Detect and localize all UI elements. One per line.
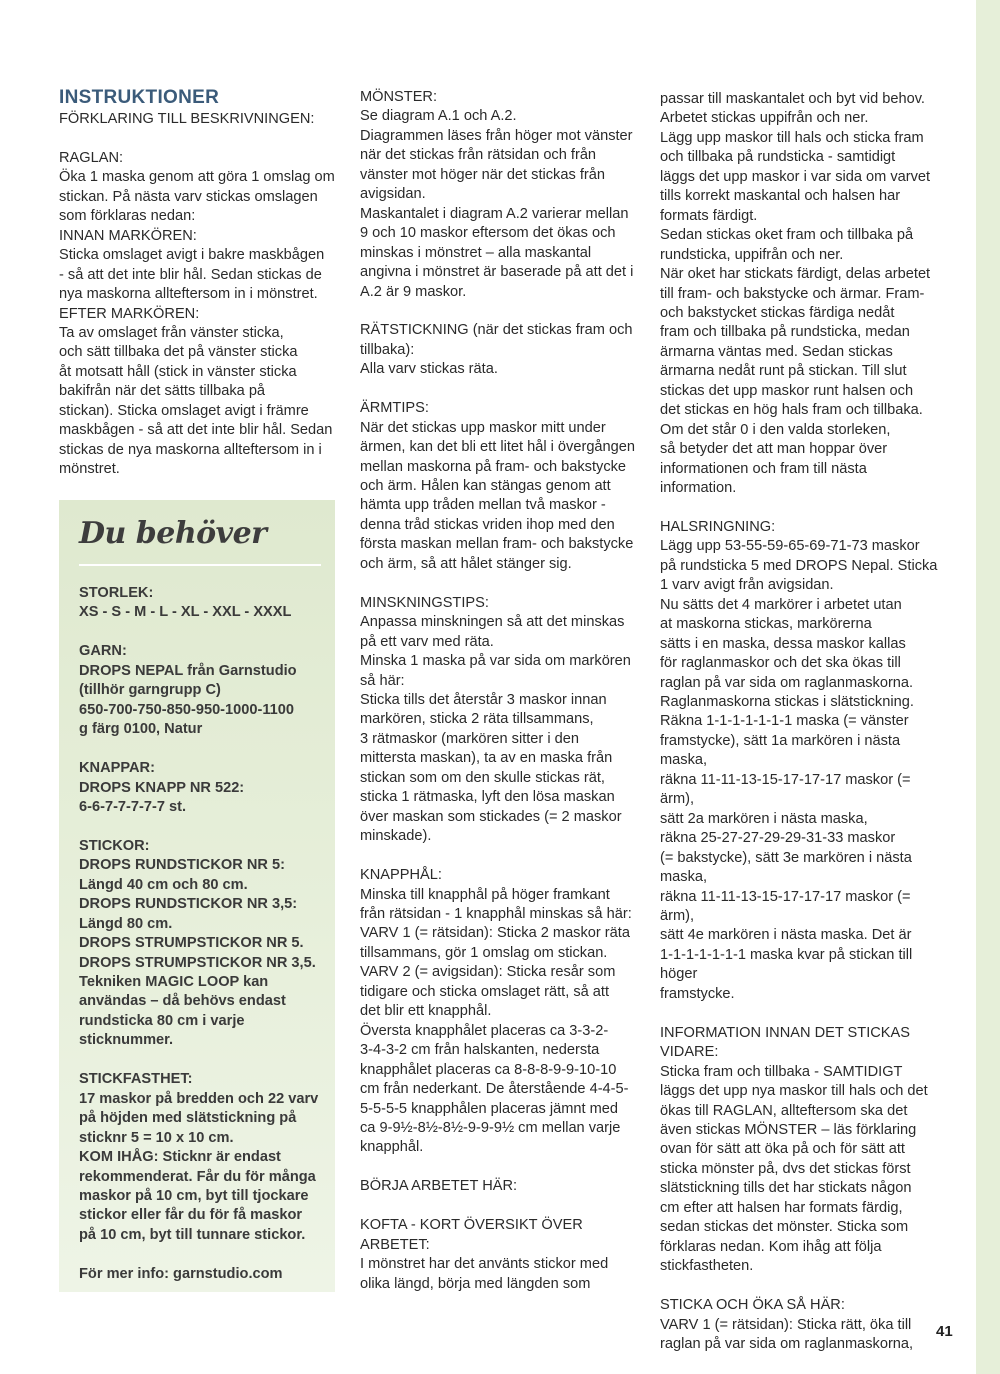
text-line: som förklaras nedan:	[59, 208, 196, 225]
blank-line	[360, 302, 640, 321]
text-line: VARV 2 (= avigsidan): Sticka resår som	[360, 964, 616, 981]
text-line: olika längd, börja med längden som	[360, 1275, 591, 1292]
text-line: KOFTA - KORT ÖVERSIKT ÖVER	[360, 1217, 583, 1234]
text-line: över maskan som stickades (= 2 maskor	[360, 808, 622, 825]
text-line: på rundsticka 5 med DROPS Nepal. Sticka	[660, 557, 938, 574]
text-line: mittersta maskan), ta av en maska från	[360, 750, 613, 767]
text-line: Diagrammen läses från höger mot vänster	[360, 127, 633, 144]
materials-line: stickor eller får du för få maskor	[79, 1207, 303, 1224]
text-line: maska,	[660, 869, 708, 886]
text-line: ökas till RAGLAN, allteftersom ska det	[660, 1102, 908, 1119]
text-line: sticka mönster på, dvs det stickas först	[660, 1160, 911, 1177]
text-line: sätt 2a markören i nästa maska,	[660, 810, 868, 827]
text-line: Minska 1 maska på var sida om markören	[360, 653, 631, 670]
text-line: denna tråd stickas vriden ihop med den	[360, 516, 615, 533]
text-line: läggs det upp nya maskor till hals och det	[660, 1083, 928, 1100]
text-line: KNAPPHÅL:	[360, 867, 442, 884]
instructions-text	[59, 110, 335, 480]
text-line: ovan för sätt att öka på och för sätt att	[660, 1141, 905, 1158]
blank-line	[360, 574, 640, 593]
materials-line: sticknr 5 = 10 x 10 cm.	[79, 1129, 234, 1146]
materials-line: KOM IHÅG: Sticknr är endast	[79, 1149, 281, 1166]
blank-line	[360, 1197, 640, 1216]
instructions-heading: INSTRUKTIONER	[59, 87, 220, 108]
text-line: slätstickning tills det har stickats någon	[660, 1180, 912, 1197]
text-line: räkna 25-27-27-29-29-31-33 maskor	[660, 830, 896, 847]
text-line: ARBETET:	[360, 1236, 430, 1253]
text-line: INNAN MARKÖREN:	[59, 227, 197, 244]
text-line: framstycke.	[660, 985, 735, 1002]
text-line: när det stickas från rätsidan och från	[360, 147, 597, 164]
text-line: tillsammans, gör 1 omslag om stickan.	[360, 944, 608, 961]
text-line: minskas i mönstret – alla maskantal	[360, 244, 592, 261]
text-line: informationen och fram till nästa	[660, 460, 867, 477]
text-line: Raglanmaskorna stickas i slätstickning.	[660, 694, 914, 711]
blank-line	[79, 1051, 323, 1070]
text-line: VARV 1 (= rätsidan): Sticka 2 maskor räta	[360, 925, 630, 942]
text-line: tillbaka):	[360, 341, 415, 358]
text-line: ärmarna nedåt runt på stickan. Till slut	[660, 363, 907, 380]
text-line: 5-5-5-5 knapphålen placeras jämnt med	[360, 1100, 618, 1117]
text-line: rundsticka, uppifrån och ner.	[660, 246, 844, 263]
materials-line: DROPS KNAPP NR 522:	[79, 779, 245, 796]
text-line: till fram- och bakstycke och ärmar. Fram-	[660, 285, 925, 302]
text-line: och bakstycket stickas färdiga nedåt	[660, 304, 895, 321]
materials-line: maskor på 10 cm, byt till tjockare	[79, 1187, 309, 1204]
text-line: stickas det upp maskor runt halsen och	[660, 382, 914, 399]
materials-line: 6-6-7-7-7-7-7 st.	[79, 798, 187, 815]
materials-line: g färg 0100, Natur	[79, 721, 203, 738]
text-line: Översta knapphålet placeras ca 3-3-2-	[360, 1022, 609, 1039]
text-line: STICKA OCH ÖKA SÅ HÄR:	[660, 1297, 845, 1314]
pattern-column-middle	[360, 88, 640, 1294]
text-line: raglan på var sida om raglanmaskorna,	[660, 1335, 914, 1352]
materials-line: rundsticka 80 cm i varje	[79, 1012, 245, 1029]
text-line: (= bakstycke), sätt 3e markören i nästa	[660, 849, 912, 866]
text-line: knapphålet placeras ca 8-8-8-9-9-10-10	[360, 1061, 617, 1078]
text-line: RÄTSTICKNING (när det stickas fram och	[360, 322, 633, 339]
text-line: Minska till knapphål på höger framkant	[360, 886, 610, 903]
text-line: HALSRINGNING:	[660, 518, 776, 535]
blank-line	[79, 740, 323, 759]
materials-line: Längd 80 cm.	[79, 915, 173, 932]
text-line: Se diagram A.1 och A.2.	[360, 108, 517, 125]
text-line: FÖRKLARING TILL BESKRIVNINGEN:	[59, 111, 315, 127]
text-line: från rätsidan - 1 knapphål minskas så här:	[360, 905, 632, 922]
text-line: A.2 är 9 maskor.	[360, 283, 467, 300]
materials-line: DROPS STRUMPSTICKOR NR 3,5.	[79, 954, 316, 971]
materials-line: 17 maskor på bredden och 22 varv	[79, 1090, 319, 1107]
text-line: Räkna 1-1-1-1-1-1-1 maska (= vänster	[660, 713, 909, 730]
materials-line: (tillhör garngrupp C)	[79, 682, 221, 699]
materials-divider	[79, 564, 321, 566]
materials-line: DROPS RUNDSTICKOR NR 5:	[79, 857, 285, 874]
text-line: BÖRJA ARBETET HÄR:	[360, 1178, 518, 1195]
blank-line	[360, 847, 640, 866]
text-line: framstycke), sätt 1a markören i nästa	[660, 732, 901, 749]
text-line: bakifrån när det sätts tillbaka på	[59, 383, 266, 400]
text-line: räkna 11-11-13-15-17-17-17 maskor (= ärm),	[660, 771, 911, 808]
text-line: tidigare och sticka omslaget rätt, så att	[360, 983, 610, 1000]
text-line: VIDARE:	[660, 1044, 719, 1061]
text-line: formats färdigt.	[660, 207, 758, 224]
text-line: at maskorna stickas, markörerna	[660, 616, 872, 633]
pattern-column-right	[660, 90, 942, 1354]
text-line: mönstret.	[59, 461, 120, 478]
text-line: sätts i en maska, dessa maskor kallas	[660, 635, 906, 652]
materials-line: För mer info: garnstudio.com	[79, 1265, 283, 1282]
text-line: cm från nederkant. De återstående 4-4-5-	[360, 1081, 629, 1098]
text-line: MINSKNINGSTIPS:	[360, 594, 489, 611]
text-line: Sticka tills det återstår 3 maskor innan	[360, 692, 607, 708]
text-line: ca 9-9½-8½-8½-9-9-9½ cm mellan varje	[360, 1119, 621, 1136]
text-line: sticka 1 rätmaska, lyft den lösa maskan	[360, 789, 615, 806]
blank-line	[660, 1277, 942, 1296]
text-line: och sätt tillbaka det på vänster sticka	[59, 344, 298, 361]
blank-line	[79, 817, 323, 836]
text-line: mellan maskorna på fram- och bakstycke	[360, 458, 627, 475]
text-line: och ärm, så att hålet stänger sig.	[360, 555, 572, 572]
text-line: - så att det inte blir hål. Sedan stickas de	[59, 266, 322, 283]
text-line: ärmarna väntas med. Sedan stickas	[660, 343, 893, 360]
text-line: När det stickas upp maskor mitt under	[360, 419, 606, 436]
text-line: det blir ett knapphål.	[360, 1003, 492, 1020]
text-line: 3-4-3-2 cm från halskanten, nedersta	[360, 1042, 600, 1059]
text-line: även stickas MÖNSTER – läs förklaring	[660, 1121, 917, 1138]
text-line: sätt 4e markören i nästa maska. Det är	[660, 927, 912, 944]
text-line: så betyder det att man hoppar över	[660, 441, 888, 458]
blank-line	[79, 623, 323, 642]
text-line: 9 och 10 maskor eftersom det ökas och	[360, 225, 616, 242]
text-line: åt motsatt håll (stick in vänster sticka	[59, 363, 297, 380]
text-line: Anpassa minskningen så att det minskas	[360, 614, 625, 631]
instructions-column	[59, 86, 335, 480]
text-line: Arbetet stickas uppifrån och ner.	[660, 110, 869, 127]
text-line: INFORMATION INNAN DET STICKAS	[660, 1024, 911, 1041]
materials-line: 650-700-750-850-950-1000-1100	[79, 701, 295, 718]
text-line: det stickas en hög hals fram och tillbaka.	[660, 402, 923, 419]
text-line: för raglanmaskor och det ska ökas till	[660, 655, 901, 672]
text-line: ÄRMTIPS:	[360, 400, 429, 417]
materials-line: STORLEK:	[79, 585, 154, 601]
text-line: passar till maskantalet och byt vid behov.	[660, 91, 925, 107]
text-line: markören, sticka 2 räta tillsammans,	[360, 711, 594, 728]
text-line: så här:	[360, 672, 405, 689]
text-line: Lägg upp 53-55-59-65-69-71-73 maskor	[660, 538, 920, 555]
text-line: hämta upp tråden mellan två maskor -	[360, 497, 606, 514]
materials-line: rekommenderat. Får du för många	[79, 1168, 316, 1185]
text-line: Öka 1 maska genom att göra 1 omslag om	[59, 169, 335, 186]
text-line: vänster mot höger när det stickas från	[360, 166, 605, 183]
text-line: sedan stickas det mönster. Sticka som	[660, 1219, 909, 1236]
text-line: VARV 1 (= rätsidan): Sticka rätt, öka till	[660, 1316, 912, 1333]
blank-line	[660, 1004, 942, 1023]
text-line: räkna 11-11-13-15-17-17-17 maskor (= ärm),	[660, 888, 911, 925]
materials-line: GARN:	[79, 643, 127, 660]
text-line: och ärm. Hålen kan stängas genom att	[360, 478, 611, 495]
page-number: 41	[936, 1323, 953, 1340]
text-line: maskbågen - så att det inte blir hål. Sedan	[59, 422, 333, 439]
text-line: Lägg upp maskor till hals och sticka fram	[660, 129, 924, 146]
materials-title: Du behöver	[79, 516, 267, 551]
materials-line: på höjden med slätstickning på	[79, 1110, 297, 1127]
materials-list	[79, 584, 323, 1284]
materials-line: DROPS NEPAL från Garnstudio	[79, 662, 297, 679]
text-line: stickfastheten.	[660, 1258, 754, 1275]
materials-line: DROPS STRUMPSTICKOR NR 5.	[79, 935, 304, 952]
text-line: knapphål.	[360, 1139, 424, 1156]
text-line: maska,	[660, 752, 708, 769]
text-line: Maskantalet i diagram A.2 varierar mellan	[360, 205, 629, 222]
text-line: Sedan stickas oket fram och tillbaka på	[660, 227, 914, 244]
text-line: raglan på var sida om raglanmaskorna.	[660, 674, 914, 691]
text-line: När oket har stickats färdigt, delas arbetet	[660, 266, 931, 283]
materials-line: STICKFASTHET:	[79, 1071, 193, 1088]
text-line: tills korrekt maskantal och halsen har	[660, 188, 901, 205]
text-line: ärmen, kan det bli ett litet hål i övergången	[360, 439, 636, 456]
text-line: stickan. På nästa varv stickas omslagen	[59, 188, 318, 205]
text-line: 3 rätmaskor (markören sitter i den	[360, 730, 579, 747]
text-line: och tillbaka på rundsticka - samtidigt	[660, 149, 896, 166]
text-line: information.	[660, 480, 737, 497]
blank-line	[360, 1158, 640, 1177]
text-line: EFTER MARKÖREN:	[59, 305, 200, 322]
text-line: stickas de nya maskorna allteftersom in i	[59, 441, 322, 458]
text-line: minskade).	[360, 828, 432, 845]
page-edge-strip	[976, 0, 1000, 1374]
materials-line: XS - S - M - L - XL - XXL - XXXL	[79, 604, 292, 621]
text-line: läggs det upp maskor i var sida om varvet	[660, 168, 931, 185]
text-line: avigsidan.	[360, 186, 426, 203]
text-line: Sticka omslaget avigt i bakre maskbågen	[59, 247, 325, 264]
materials-line: Tekniken MAGIC LOOP kan	[79, 974, 269, 991]
materials-line: DROPS RUNDSTICKOR NR 3,5:	[79, 896, 298, 913]
text-line: fram och tillbaka på rundsticka, medan	[660, 324, 910, 341]
text-line: I mönstret har det använts stickor med	[360, 1256, 609, 1273]
text-line: cm efter att halsen har formats färdig,	[660, 1199, 903, 1216]
text-line: 1 varv avigt från avigsidan.	[660, 577, 834, 594]
blank-line	[360, 380, 640, 399]
text-line: nya maskorna allteftersom in i mönstret.	[59, 286, 318, 303]
text-line: Alla varv stickas räta.	[360, 361, 498, 378]
blank-line	[79, 1245, 323, 1264]
text-line: 1-1-1-1-1-1-1 maska kvar på stickan till höger	[660, 946, 913, 983]
text-line: RAGLAN:	[59, 149, 124, 166]
materials-line: KNAPPAR:	[79, 760, 155, 777]
text-line: Om det står 0 i den valda storleken,	[660, 421, 891, 438]
text-line: Nu sätts det 4 markörer i arbetet utan	[660, 596, 902, 613]
materials-line: sticknummer.	[79, 1032, 174, 1049]
text-line: förklaras nedan. Kom ihåg att följa	[660, 1238, 882, 1255]
materials-box	[59, 500, 335, 1292]
blank-line	[59, 129, 335, 148]
materials-line: STICKOR:	[79, 837, 150, 854]
text-line: Ta av omslaget från vänster sticka,	[59, 324, 284, 341]
text-line: stickan som om den skulle stickas rät,	[360, 769, 605, 786]
materials-line: på 10 cm, byt till tunnare stickor.	[79, 1226, 306, 1243]
blank-line	[660, 499, 942, 518]
materials-line: användas – då behövs endast	[79, 993, 286, 1010]
text-line: stickan). Sticka omslaget avigt i främre	[59, 402, 309, 419]
text-line: MÖNSTER:	[360, 89, 438, 105]
text-line: Sticka fram och tillbaka - SAMTIDIGT	[660, 1063, 903, 1080]
materials-line: Längd 40 cm och 80 cm.	[79, 876, 248, 893]
text-line: angivna i mönstret är baserade på att det i	[360, 264, 634, 281]
text-line: första maskan mellan fram- och bakstycke	[360, 536, 634, 553]
text-line: på ett varv med räta.	[360, 633, 494, 650]
